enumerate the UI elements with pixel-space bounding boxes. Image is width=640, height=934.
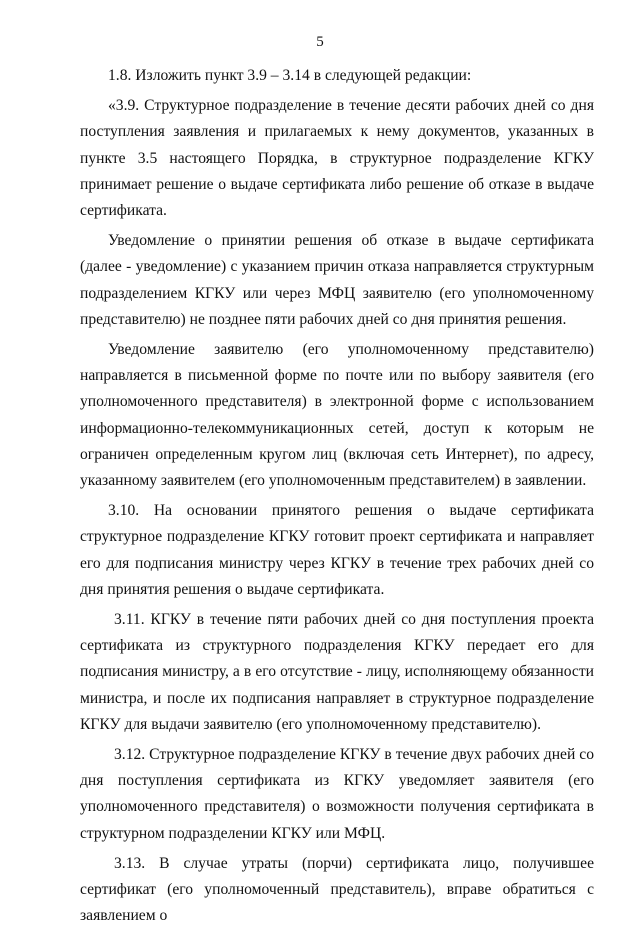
paragraph-notice-delivery: Уведомление заявителю (его уполномоченному представителю) направляется в письменной форме по почте или по выбору заявителя (его уполномоченного представителя) в электронной форме с использованием информационно-телекоммуникационных сетей, доступ к которым не ограничен определенным кругом лиц (включая сеть Интернет), по адресу, указанному заявителем (его уполномоченным представителем) в заявлении. bbox=[80, 341, 594, 490]
document-body bbox=[80, 63, 594, 934]
paragraph-3-13: 3.13. В случае утраты (порчи) сертификата лицо, получившее сертификат (его уполномоченный представитель), вправе обратиться с заявлением о bbox=[80, 854, 594, 925]
page-number: 5 bbox=[316, 34, 324, 50]
paragraph-3-10: 3.10. На основании принятого решения о выдаче сертификата структурное подразделение КГКУ готовит проект сертификата и направляет его для подписания министру через КГКУ в течение трех рабочих дней со дня принятия решения о выдаче сертификата. bbox=[80, 502, 594, 598]
paragraph-3-12: 3.12. Структурное подразделение КГКУ в течение двух рабочих дней со дня поступления сертификата из КГКУ уведомляет заявителя (его уполномоченного представителя) о возможности получения сертификата в структурном подразделении КГКУ или МФЦ. bbox=[80, 746, 594, 842]
paragraph-amendment-intro: 1.8. Изложить пункт 3.9 – 3.14 в следующей редакции: bbox=[108, 67, 472, 84]
paragraph-3-9: «3.9. Структурное подразделение в течение десяти рабочих дней со дня поступления заявления и прилагаемых к нему документов, указанных в пункте 3.5 настоящего Порядка, в структурное подразделение КГКУ принимает решение о выдаче сертификата либо решение об отказе в выдаче сертификата. bbox=[80, 97, 594, 220]
paragraph-refusal-notice: Уведомление о принятии решения об отказе в выдаче сертификата (далее - уведомление) с указанием причин отказа направляется структурным подразделением КГКУ или через МФЦ заявителю (его уполномоченному представителю) не позднее пяти рабочих дней со дня принятия решения. bbox=[80, 232, 594, 328]
paragraph-3-11: 3.11. КГКУ в течение пяти рабочих дней со дня поступления проекта сертификата из структурного подразделения КГКУ передает его для подписания министру, а в его отсутствие - лицу, исполняющему обязанности министра, и после их подписания направляет в структурное подразделение КГКУ для выдачи заявителю (его уполномоченному представителю). bbox=[80, 611, 594, 733]
